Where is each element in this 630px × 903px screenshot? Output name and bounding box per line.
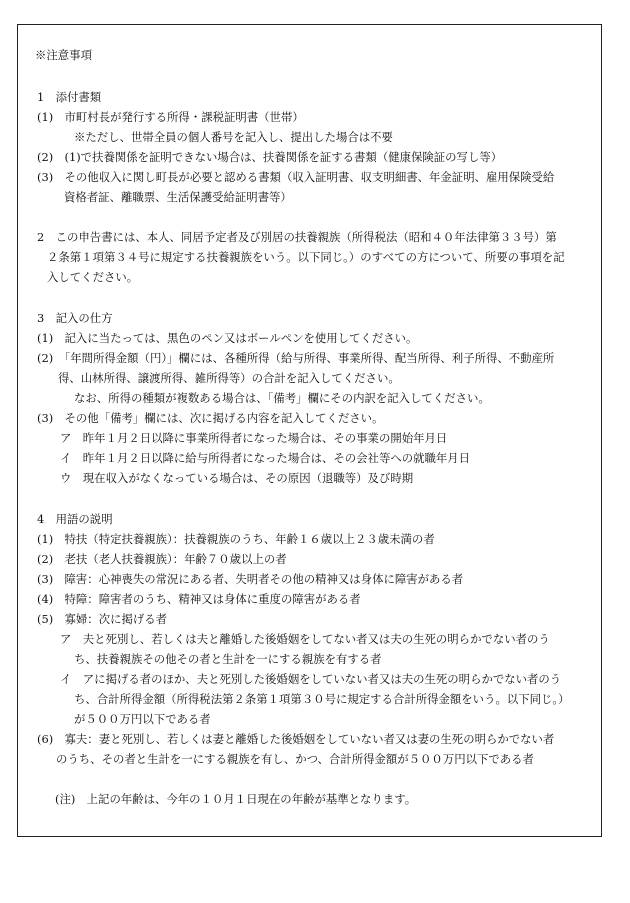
- section-1-heading: 1 添付書類: [37, 90, 102, 104]
- section-4-item-6: (6) 寡夫：妻と死別し、若しくは妻と離婚した後婚姻をしていない者又は妻の生死の明らかでない者: [37, 732, 555, 746]
- section-4-item-5-a-cont: ち、扶養親族その他その者と生計を一にする親族を有する者: [74, 652, 382, 666]
- section-4-item-2: (2) 老扶（老人扶養親族）：年齢７０歳以上の者: [37, 552, 287, 566]
- section-3-item-2-cont: 得、山林所得、譲渡所得、雑所得等）の合計を記入してください。: [58, 371, 400, 385]
- notes-frame: [17, 24, 602, 837]
- section-3-item-3-i: イ 昨年１月２日以降に給与所得者になった場合は、その会社等への就職年月日: [60, 451, 471, 465]
- section-3-heading: 3 記入の仕方: [37, 311, 113, 325]
- section-1-item-3: (3) その他収入に関し町長が必要と認める書類（収入証明書、収支明細書、年金証明、雇用保険受給: [37, 170, 555, 184]
- section-1-item-1-note: ※ただし、世帯全員の個人番号を記入し、提出した場合は不要: [74, 130, 393, 144]
- notes-heading: ※注意事項: [35, 48, 92, 62]
- section-4-item-5: (5) 寡婦：次に掲げる者: [37, 612, 168, 626]
- section-4-item-4: (4) 特障：障害者のうち、精神又は身体に重度の障害がある者: [37, 592, 361, 606]
- section-4-item-1: (1) 特扶（特定扶養親族）：扶養親族のうち、年齢１６歳以上２３歳未満の者: [37, 532, 435, 546]
- section-3-item-2: (2) 「年間所得金額（円）」欄には、各種所得（給与所得、事業所得、配当所得、利子所得、不動産所: [37, 351, 555, 365]
- section-2-line-3: 入してください。: [47, 270, 139, 284]
- section-3-item-1: (1) 記入に当たっては、黒色のペン又はボールペンを使用してください。: [37, 331, 418, 345]
- section-1-item-3-cont: 資格者証、離職票、生活保護受給証明書等）: [64, 190, 292, 204]
- section-4-heading: 4 用語の説明: [37, 512, 113, 526]
- section-4-item-6-cont: のうち、その者と生計を一にする親族を有し、かつ、合計所得金額が５００万円以下である者: [56, 752, 534, 766]
- section-4-item-5-i: イ アに掲げる者のほか、夫と死別した後婚姻をしていない者又は夫の生死の明らかでない者のう: [60, 672, 562, 686]
- section-4-item-5-a: ア 夫と死別し、若しくは夫と離婚した後婚姻をしてない者又は夫の生死の明らかでない者のう: [60, 632, 550, 646]
- section-4-item-5-i-cont2: が５００万円以下である者: [74, 712, 211, 726]
- section-1-item-2: (2) (1)で扶養関係を証明できない場合は、扶養関係を証する書類（健康保険証の写し等）: [37, 150, 503, 164]
- section-3-item-3: (3) その他「備考」欄には、次に掲げる内容を記入してください。: [37, 411, 384, 425]
- footnote: (注) 上記の年齢は、今年の１０月１日現在の年齢が基準となります。: [55, 792, 417, 806]
- section-3-item-2-note: なお、所得の種類が複数ある場合は、「備考」欄にその内訳を記入してください。: [74, 391, 490, 405]
- section-2-line-1: 2 この申告書には、本人、同居予定者及び別居の扶養親族（所得税法（昭和４０年法律第３３号）第: [37, 230, 557, 244]
- section-4-item-3: (3) 障害：心神喪失の常況にある者、失明者その他の精神又は身体に障害がある者: [37, 572, 464, 586]
- section-4-item-5-i-cont: ち、合計所得金額（所得税法第２条第１項第３０号に規定する合計所得金額をいう。以下同じ。）: [74, 692, 570, 706]
- section-3-item-3-a: ア 昨年１月２日以降に事業所得者になった場合は、その事業の開始年月日: [60, 431, 448, 445]
- section-3-item-3-u: ウ 現在収入がなくなっている場合は、その原因（退職等）及び時期: [60, 471, 414, 485]
- section-2-line-2: ２条第１項第３４号に規定する扶養親族をいう。以下同じ。）のすべての方について、所要の事項を記: [47, 250, 565, 264]
- section-1-item-1: (1) 市町村長が発行する所得・課税証明書（世帯）: [37, 110, 304, 124]
